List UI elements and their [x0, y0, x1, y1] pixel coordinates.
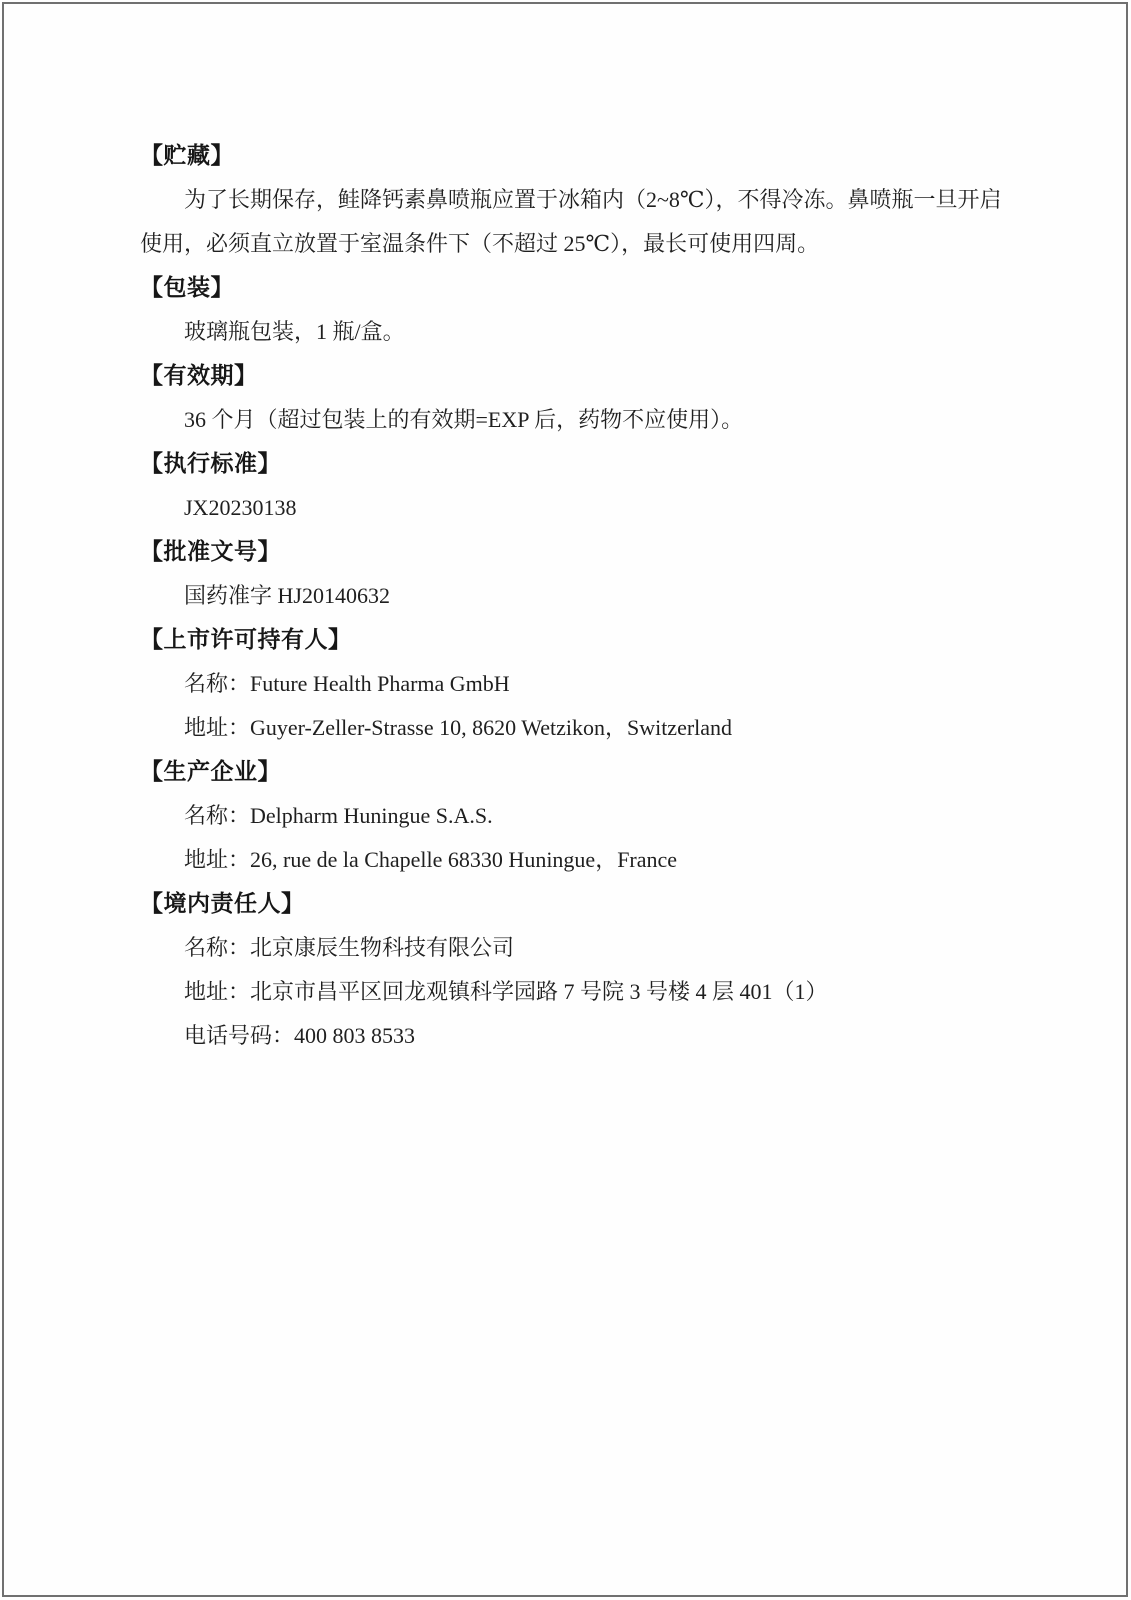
section-storage	[140, 134, 1012, 266]
manufacturer-address: 地址：26, rue de la Chapelle 68330 Huningue，France	[184, 847, 678, 872]
executive-standard-value: JX20230138	[184, 495, 297, 520]
executive-standard-heading: 【执行标准】	[140, 451, 281, 476]
manufacturer-heading: 【生产企业】	[140, 759, 281, 784]
section-domestic-responsible-person	[140, 882, 1012, 1058]
approval-number-value: 国药准字 HJ20140632	[184, 583, 390, 608]
storage-paragraph: 为了长期保存，鲑降钙素鼻喷瓶应置于冰箱内（2~8℃），不得冷冻。鼻喷瓶一旦开启使用，必须直立放置于室温条件下（不超过 25℃），最长可使用四周。	[140, 187, 1002, 256]
section-shelf-life	[140, 354, 1012, 442]
section-approval-number	[140, 530, 1012, 618]
approval-number-heading: 【批准文号】	[140, 539, 281, 564]
shelf-life-heading: 【有效期】	[140, 363, 258, 388]
mah-address: 地址：Guyer-Zeller-Strasse 10, 8620 Wetzikon，Switzerland	[184, 715, 733, 740]
packaging-heading: 【包装】	[140, 275, 234, 300]
packaging-paragraph: 玻璃瓶包装，1 瓶/盒。	[184, 319, 405, 344]
domestic-responsible-person-heading: 【境内责任人】	[140, 891, 305, 916]
shelf-life-paragraph: 36 个月（超过包装上的有效期=EXP 后，药物不应使用）。	[184, 407, 744, 432]
section-packaging	[140, 266, 1012, 354]
section-manufacturer	[140, 750, 1012, 882]
mah-name: 名称：Future Health Pharma GmbH	[184, 671, 510, 696]
storage-heading: 【贮藏】	[140, 143, 234, 168]
mah-heading: 【上市许可持有人】	[140, 627, 352, 652]
section-marketing-authorization-holder	[140, 618, 1012, 750]
domestic-responsible-person-address: 地址：北京市昌平区回龙观镇科学园路 7 号院 3 号楼 4 层 401（1）	[184, 979, 828, 1004]
section-executive-standard	[140, 442, 1012, 530]
manufacturer-name: 名称：Delpharm Huningue S.A.S.	[184, 803, 493, 828]
domestic-responsible-person-phone: 电话号码：400 803 8533	[184, 1023, 416, 1048]
domestic-responsible-person-name: 名称：北京康辰生物科技有限公司	[184, 935, 515, 960]
leaflet-content	[140, 134, 1012, 1058]
